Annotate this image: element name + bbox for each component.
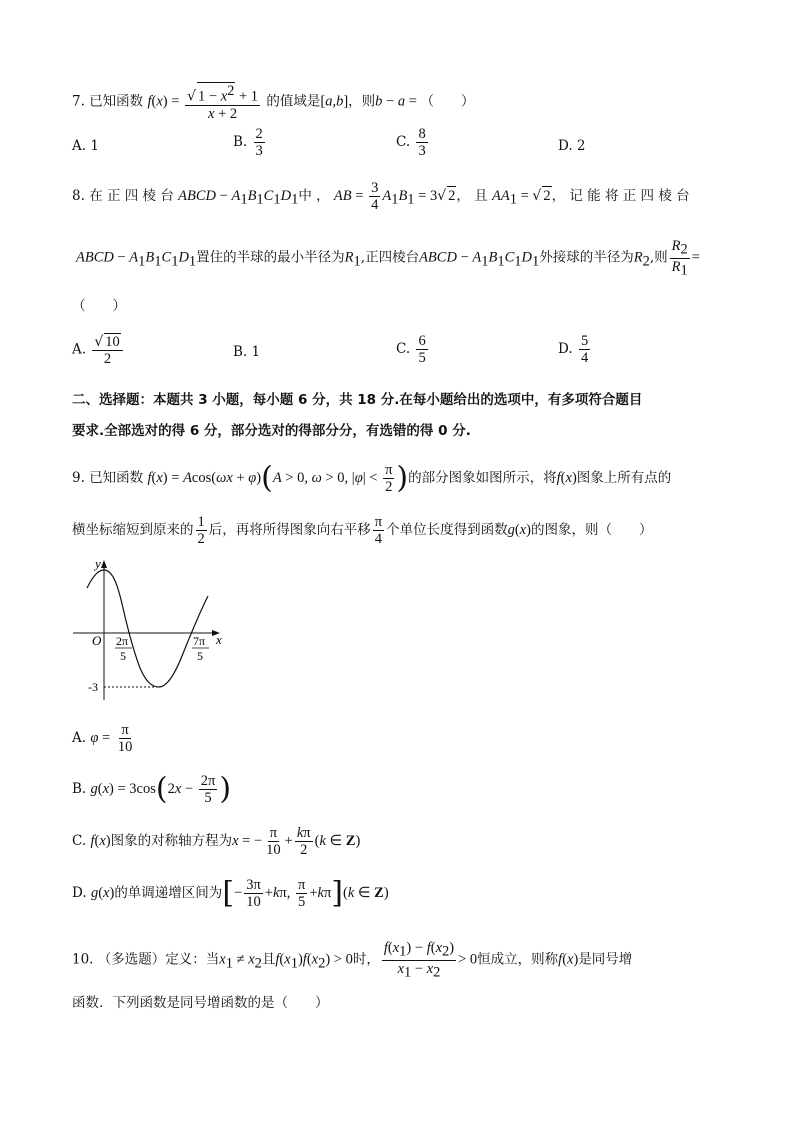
q8-line1-c: ， 且 bbox=[456, 188, 488, 204]
q9-graph-tick1-den: 5 bbox=[120, 649, 126, 663]
q8-line2-b: ,正四棱台 bbox=[360, 249, 420, 266]
q8-line2: ABCD − $A_1B_1C_1D_1$置住的半球的最小半径为$R_1$,正四棱台ABCD − $A_1B_1C_1D_1$外接球的半径为$R_2$,则 $\frac{R_2}{R_1}$ = bbox=[76, 238, 700, 279]
q10-number: 10. bbox=[72, 951, 94, 968]
q10-line2: 函数．下列函数是同号增函数的是（ ） bbox=[72, 995, 329, 1011]
q10-line1-d: 恒成立，则称 bbox=[477, 951, 559, 968]
q9-stem-c: 图象上所有点的 bbox=[576, 470, 672, 486]
q9-option-d-label: D. bbox=[72, 885, 87, 901]
q7-option-c-label: C. bbox=[396, 134, 411, 150]
q7-option-c-den: 3 bbox=[418, 143, 426, 159]
q7-stem-b: 的值域是 bbox=[266, 93, 321, 110]
q7-option-b bbox=[233, 126, 267, 159]
q9-line2-d: 的图象，则（ ） bbox=[530, 522, 653, 538]
q9-graph-y-arrow bbox=[101, 560, 107, 568]
q8-option-a: A. $\frac{√ 10}{2}$ bbox=[72, 333, 125, 367]
q9-option-a: A. φ = $\frac{\pi}{10}$ bbox=[72, 722, 133, 755]
q9-graph-y-label: y bbox=[95, 556, 101, 571]
q8-option-a-label: A. bbox=[72, 341, 87, 358]
q7-stem-c: ，则 bbox=[348, 93, 376, 110]
q7-function-fraction: $\frac{√ 1 - x^2 + 1}{x + 2}$ bbox=[187, 83, 259, 122]
q10-line1: 10. （多选题）定义：当$x_1 \ne x_2$且$f(x_1)f(x_2) > 0$时， $\frac{f(x_1) - f(x_2)}{x_1 - x_2}$ > 0恒成立，则称f(x)是同号增 bbox=[72, 940, 633, 981]
q8-option-d bbox=[558, 333, 592, 366]
q9-option-d-text: 的单调递增区间为 bbox=[114, 885, 223, 901]
q9-graph-tick2-num: 7π bbox=[193, 634, 206, 648]
q9-graph-tick1-num: 2π bbox=[116, 634, 129, 648]
q8-line2-a: 置住的半球的最小半径为 bbox=[196, 249, 345, 266]
q7-stem-d: （ ） bbox=[420, 93, 475, 110]
q7-stem-a: 已知函数 bbox=[89, 93, 144, 110]
q9-graph-tick2-den: 5 bbox=[197, 649, 203, 663]
q9-line1: 9. 已知函数 f(x) = Acos(ωx + φ)(A > 0, ω > 0, |φ| < $\frac{\pi}{2}$ )的部分图象如图所示，将f(x)图象上所有点的 bbox=[72, 460, 672, 496]
q7-option-b-den: 3 bbox=[255, 143, 263, 159]
q9-option-b: B. g(x) = 3cos(2x − $\frac{2\pi}{5}$ ) bbox=[72, 771, 232, 807]
q8-frustum-math: ABCD bbox=[178, 188, 217, 204]
q7-option-a: A. 1 bbox=[72, 138, 99, 154]
q9-graph-min-label: -3 bbox=[88, 680, 98, 694]
q9-number: 9. bbox=[72, 470, 85, 486]
q7-number: 7. bbox=[72, 93, 85, 110]
q9-option-c-text: 图象的对称轴方程为 bbox=[110, 833, 233, 849]
q7-function-math: f bbox=[147, 93, 152, 110]
q8-line1: 8. 在 正 四 棱 台 ABCD − $A_1B_1C_1D_1$中 ， AB = $\frac{3}{4}$ $A_1B_1 = 3√$ 2， 且 $AA_1$ = √ 2， 记 能 将 正 四 棱 台 bbox=[72, 180, 690, 213]
q8-option-c bbox=[396, 333, 430, 366]
q9-option-d: D. g(x)的单调递增区间为[− $\frac{3\pi}{10}$ +kπ, $\frac{\pi}{5}$ +kπ](k ∈ Z) bbox=[72, 875, 389, 911]
q7-option-c bbox=[396, 126, 430, 159]
q9-graph-origin: O bbox=[92, 633, 102, 648]
q8-option-c-label: C. bbox=[396, 341, 411, 357]
section2-line1: 二、选择题：本题共 3 小题，每小题 6 分，共 18 分.在每小题给出的选项中，有多项符合题目 bbox=[72, 392, 643, 408]
q9-line2-b: 后，再将所得图象向右平移 bbox=[208, 522, 371, 538]
q8-option-c-num: 6 bbox=[418, 333, 426, 349]
q9-option-c: C. f(x)图象的对称轴方程为x = − $\frac{\pi}{10}$ + $\frac{k\pi}{2}$ (k ∈ Z) bbox=[72, 825, 361, 858]
q9-line2-c: 个单位长度得到函数 bbox=[386, 522, 508, 538]
q7-stem: 7. 已知函数 f(x) = $\frac{√ 1 - x^2 + 1}{x + 2}$ 的值域是[a,b]，则b − a = （ ） bbox=[72, 83, 475, 122]
q9-stem-b: 的部分图象如图所示，将 bbox=[408, 470, 557, 486]
q7-option-b-num: 2 bbox=[255, 126, 263, 142]
q8-number: 8. bbox=[72, 188, 85, 204]
q7-option-c-num: 8 bbox=[418, 126, 426, 142]
q10-line1-a: （多选题）定义：当 bbox=[97, 951, 220, 968]
q10-line1-e: 是同号增 bbox=[578, 951, 633, 968]
q8-line2-c: 外接球的半径为 bbox=[539, 249, 634, 266]
q8-option-d-num: 5 bbox=[580, 333, 589, 349]
q8-option-d-label: D. bbox=[558, 341, 573, 357]
q8-option-b: B. 1 bbox=[233, 344, 261, 360]
q9-option-b-label: B. bbox=[72, 781, 87, 797]
q9-stem-a: 已知函数 bbox=[89, 470, 144, 486]
q7-option-b-label: B. bbox=[233, 134, 248, 150]
q7-option-d: D. 2 bbox=[558, 138, 586, 154]
q8-line1-d: ， 记 能 将 正 四 棱 台 bbox=[551, 188, 690, 204]
q8-line1-b: 中 ， bbox=[298, 188, 330, 204]
q9-graph-x-label: x bbox=[216, 632, 222, 647]
q9-graph-curve bbox=[87, 570, 208, 687]
q10-line1-c: 时， bbox=[352, 951, 380, 968]
q9-line2: 横坐标缩短到原来的 $\frac{1}{2}$ 后，再将所得图象向右平移 $\frac{\pi}{4}$ 个单位长度得到函数g(x)的图象，则（ ） bbox=[72, 514, 653, 547]
q9-option-c-label: C. bbox=[72, 833, 87, 849]
q8-line2-d: ,则 bbox=[649, 249, 668, 266]
q10-line1-b: 且 bbox=[261, 951, 276, 968]
q8-line3: （ ） bbox=[72, 298, 126, 314]
q8-line1-a: 在 正 四 棱 台 bbox=[89, 188, 174, 204]
q9-line2-a: 横坐标缩短到原来的 bbox=[72, 522, 194, 538]
q8-option-c-den: 5 bbox=[418, 350, 426, 366]
q9-option-a-label: A. bbox=[72, 730, 87, 746]
section2-line2: 要求.全部选对的得 6 分，部分选对的得部分分，有选错的得 0 分. bbox=[72, 423, 471, 439]
q9-function-graph bbox=[68, 556, 228, 706]
q8-option-d-den: 4 bbox=[580, 350, 589, 366]
